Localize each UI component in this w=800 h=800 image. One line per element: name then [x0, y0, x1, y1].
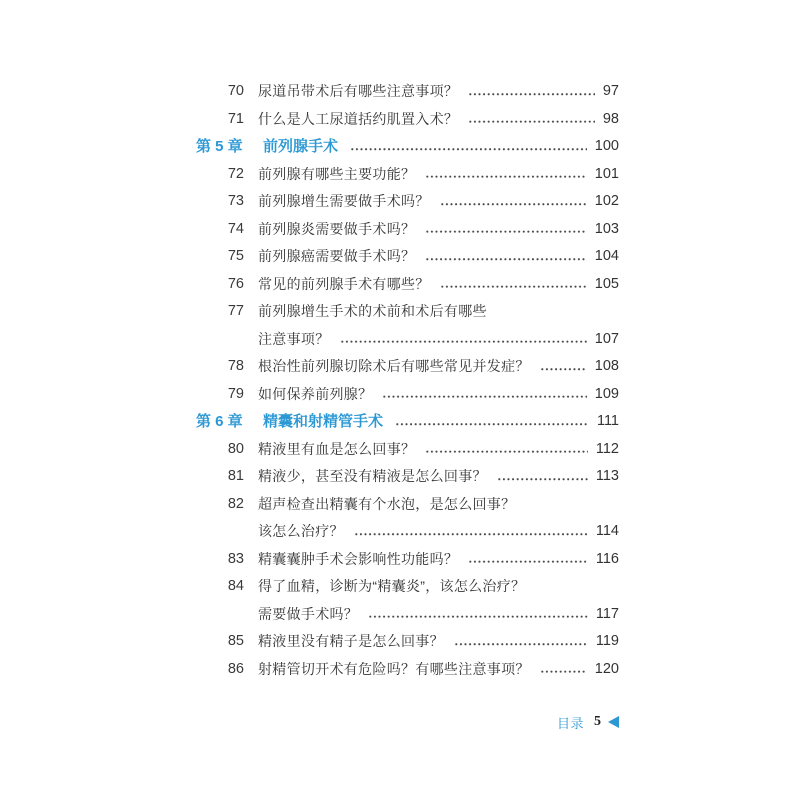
entry-page-number: 103: [594, 220, 619, 237]
toc-entry: [190, 106, 620, 134]
entry-title: 超声检查出精囊有个水泡，是怎么回事？: [258, 495, 516, 512]
entry-number: 74: [227, 220, 244, 237]
entry-title: 得了血精，诊断为“精囊炎”，该怎么治疗？: [258, 578, 526, 594]
toc-entry: [190, 546, 620, 574]
chapter-page-number: 100: [594, 138, 619, 154]
entry-page-number: 114: [595, 523, 619, 539]
entry-number: 77: [227, 303, 244, 319]
left-triangle-icon: [608, 716, 619, 728]
toc-chapter: [190, 133, 620, 161]
entry-title: 常见的前列腺手术有哪些？: [258, 275, 430, 292]
toc-entry: [190, 381, 620, 409]
page-footer: [557, 713, 619, 731]
entry-line: [258, 518, 619, 546]
entry-page-number: 107: [594, 330, 619, 347]
entry-line: [258, 216, 619, 244]
toc-entry: [190, 573, 620, 601]
entry-title-continued: 该怎么治疗？: [258, 523, 344, 539]
entry-title: 精液里没有精子是怎么回事？: [258, 633, 444, 649]
toc-entry: [190, 353, 620, 381]
entry-line: [258, 546, 619, 574]
entry-page-number: 112: [595, 440, 619, 457]
entry-number: 84: [227, 578, 244, 594]
leader-dots: [382, 381, 586, 409]
toc-entry: [190, 656, 620, 684]
chapter-label: 第 5 章: [196, 138, 243, 155]
entry-title-continued: 需要做手术吗？: [258, 605, 359, 622]
entry-line: [258, 601, 619, 629]
footer-page-number: 5: [594, 714, 601, 729]
leader-dots: [440, 188, 587, 216]
leader-dots: [425, 436, 588, 464]
entry-line: [258, 188, 619, 216]
leader-dots: [354, 518, 588, 546]
entry-line: [258, 271, 619, 299]
entry-page-number: 109: [594, 385, 619, 402]
entry-line: [258, 656, 619, 684]
entry-title: 前列腺增生手术的术前和术后有哪些: [258, 303, 487, 319]
entry-title: 前列腺有哪些主要功能？: [258, 165, 416, 182]
leader-dots: [395, 408, 589, 436]
leader-dots: [425, 243, 586, 271]
entry-title: 前列腺炎需要做手术吗？: [258, 220, 416, 237]
entry-line: [258, 106, 619, 134]
entry-line: [258, 436, 619, 464]
entry-page-number: 120: [594, 660, 619, 677]
toc-entry: [190, 161, 620, 189]
chapter-title: 前列腺手术: [263, 138, 339, 155]
entry-number: 85: [227, 633, 244, 649]
entry-line: [258, 491, 619, 519]
entry-number: 83: [227, 550, 244, 567]
entry-line: [258, 463, 619, 491]
toc-entry: [190, 78, 620, 106]
entry-page-number: 108: [594, 358, 619, 374]
entry-page-number: 105: [594, 275, 619, 292]
leader-dots: [497, 463, 588, 491]
entry-page-number: 116: [595, 550, 619, 567]
leader-dots: [340, 326, 587, 354]
entry-title: 前列腺癌需要做手术吗？: [258, 248, 416, 264]
entry-title: 什么是人工尿道括约肌置入术？: [258, 110, 459, 127]
entry-number: 86: [227, 660, 244, 677]
entry-title: 如何保养前列腺？: [258, 385, 373, 402]
footer-section-label: 目录: [556, 715, 584, 731]
chapter-label: 第 6 章: [196, 413, 243, 430]
toc-entry: [190, 216, 620, 244]
entry-page-number: 104: [594, 248, 619, 264]
toc-entry: [190, 298, 620, 326]
entry-page-number: 119: [595, 633, 619, 649]
toc-entry: [190, 491, 620, 519]
chapter-page-number: 111: [596, 413, 619, 429]
entry-number: 79: [227, 385, 244, 402]
entry-line: [258, 298, 619, 326]
table-of-contents: [190, 78, 620, 683]
entry-page-number: 113: [595, 468, 619, 484]
entry-number: 81: [227, 468, 244, 484]
leader-dots: [540, 353, 587, 381]
leader-dots: [468, 546, 588, 574]
leader-dots: [540, 656, 587, 684]
toc-entry: [190, 463, 620, 491]
leader-dots: [440, 271, 587, 299]
toc-entry: [190, 243, 620, 271]
entry-line: [258, 353, 619, 381]
leader-dots: [350, 133, 587, 161]
entry-number: 78: [227, 358, 244, 374]
leader-dots: [425, 216, 586, 244]
toc-chapter: [190, 408, 620, 436]
entry-number: 70: [227, 83, 244, 99]
toc-entry: [190, 628, 620, 656]
entry-number: 71: [227, 110, 244, 127]
entry-title: 尿道吊带术后有哪些注意事项？: [258, 83, 459, 99]
toc-entry: [190, 188, 620, 216]
toc-entry-continuation: [190, 326, 620, 354]
entry-line: [258, 628, 619, 656]
toc-entry-continuation: [190, 601, 620, 629]
entry-page-number: 97: [602, 83, 619, 99]
entry-line: [258, 573, 619, 601]
toc-entry-continuation: [190, 518, 620, 546]
entry-title: 精液里有血是怎么回事？: [258, 440, 416, 457]
entry-number: 80: [227, 440, 244, 457]
entry-line: [258, 161, 619, 189]
entry-number: 75: [227, 248, 244, 264]
entry-number: 72: [227, 165, 244, 182]
entry-title-continued: 注意事项？: [258, 330, 330, 347]
entry-title: 前列腺增生需要做手术吗？: [258, 193, 430, 209]
toc-entry: [190, 436, 620, 464]
entry-line: [258, 243, 619, 271]
entry-page-number: 98: [602, 110, 619, 127]
entry-number: 82: [227, 495, 244, 512]
entry-number: 76: [227, 275, 244, 292]
entry-page-number: 102: [594, 193, 619, 209]
chapter-title: 精囊和射精管手术: [263, 413, 384, 430]
leader-dots: [454, 628, 588, 656]
leader-dots: [425, 161, 586, 189]
entry-title: 根治性前列腺切除术后有哪些常见并发症？: [258, 358, 530, 374]
toc-entry: [190, 271, 620, 299]
chapter-line: [263, 133, 619, 161]
leader-dots: [468, 106, 595, 134]
entry-page-number: 101: [594, 165, 619, 182]
leader-dots: [368, 601, 588, 629]
chapter-line: [263, 408, 619, 436]
entry-line: [258, 78, 619, 106]
leader-dots: [468, 78, 595, 106]
entry-line: [258, 381, 619, 409]
entry-title: 射精管切开术有危险吗？有哪些注意事项？: [258, 660, 530, 677]
entry-title: 精囊囊肿手术会影响性功能吗？: [258, 550, 459, 567]
entry-line: [258, 326, 619, 354]
entry-page-number: 117: [595, 605, 619, 622]
entry-title: 精液少，甚至没有精液是怎么回事？: [258, 468, 487, 484]
entry-number: 73: [227, 193, 244, 209]
